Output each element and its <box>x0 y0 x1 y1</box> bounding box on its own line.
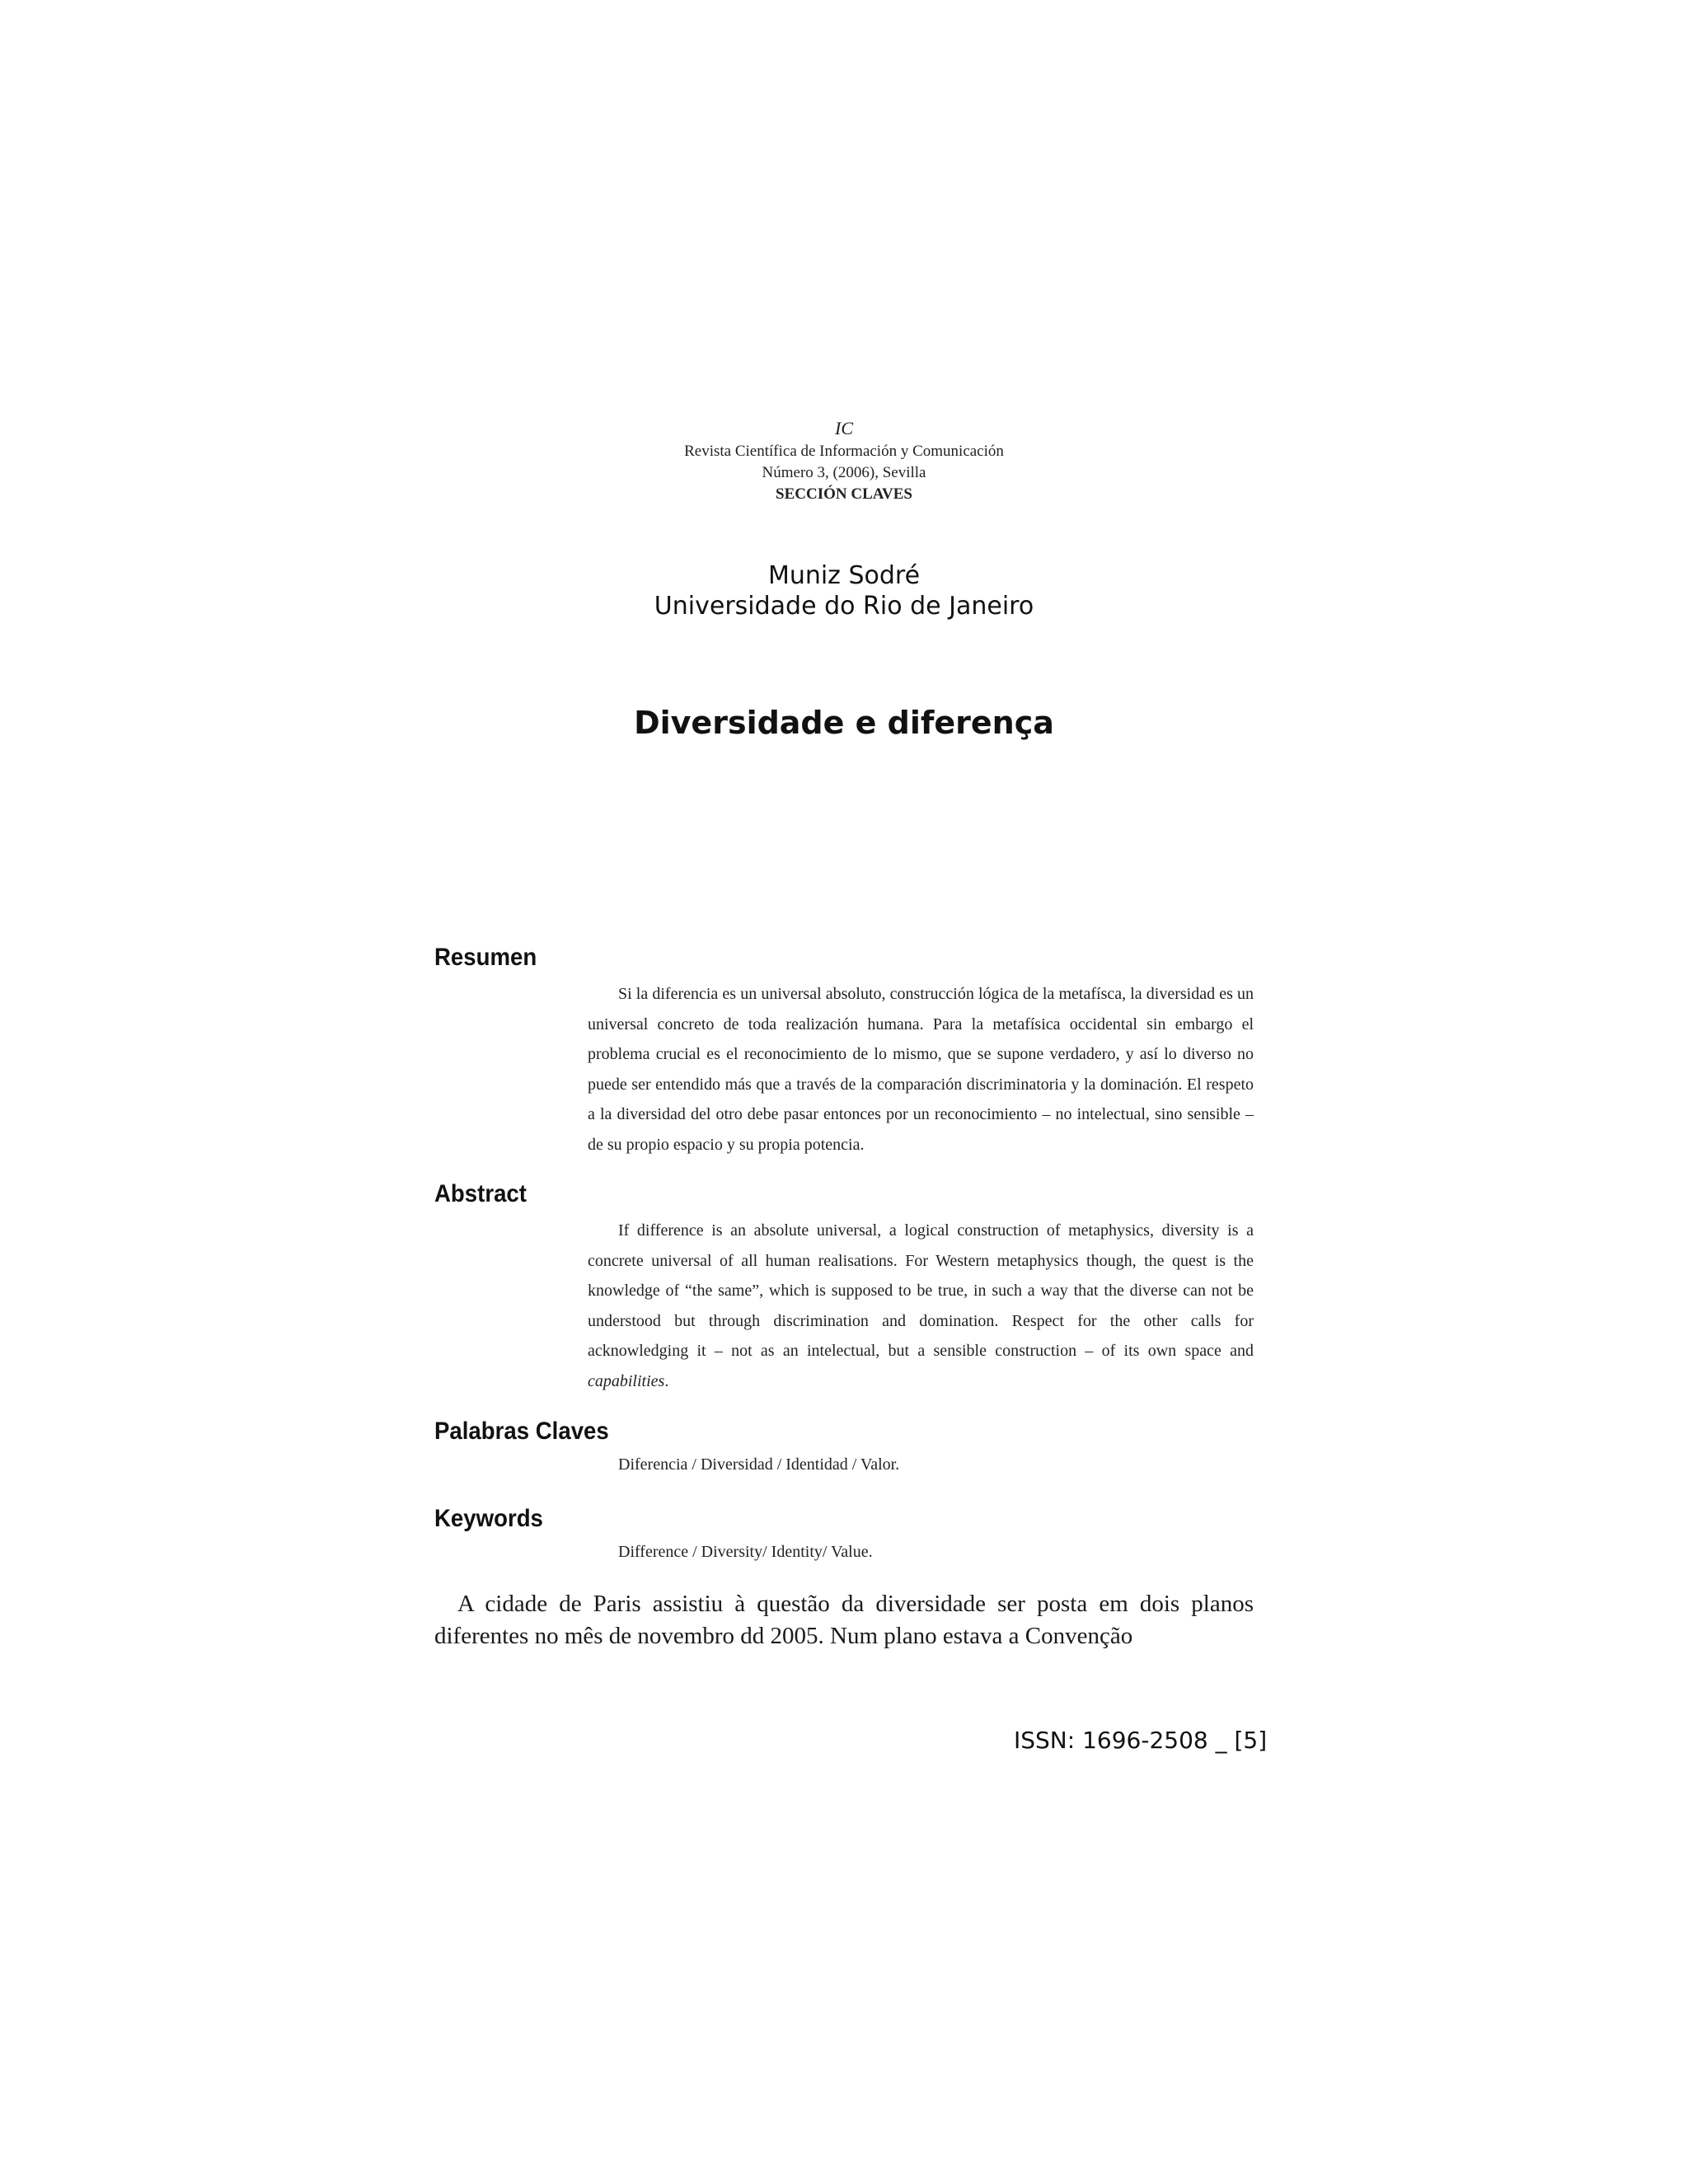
abstract-text-end: . <box>664 1371 669 1390</box>
resumen-text: Si la diferencia es un universal absoluto, construcción lógica de la metafísca, la diversidad es un universal concreto de toda realización humana. Para la metafísica occidental sin embargo el problema crucial es el reconocimiento de lo mismo, que se supone verdadero, y así lo diverso no puede ser entendido más que a través de la comparación discriminatoria y la dominación. El respeto a la diversidad del otro debe pasar entonces por un reconocimiento – no intelectual, sino sensible – de su propio espacio y su propia potencia. <box>588 985 1254 1154</box>
body-paragraph: A cidade de Paris assistiu à questão da diversidade ser posta em dois planos diferentes no mês de novembro dd 2005. Num plano estava a Convenção <box>434 1591 1254 1649</box>
abstract-text-italic: capabilities <box>588 1371 665 1390</box>
author-name: Muniz Sodré <box>767 561 921 590</box>
journal-abbreviation: IC <box>835 418 853 438</box>
page-footer: ISSN: 1696-2508 _ [5] <box>1014 1727 1268 1754</box>
article-title: Diversidade e diferença <box>634 705 1054 741</box>
journal-section: SECCIÓN CLAVES <box>776 485 912 503</box>
author-affiliation: Universidade do Rio de Janeiro <box>654 592 1034 621</box>
abstract-text-main: If difference is an absolute universal, a logical construction of metaphysics, diversity is a concrete universal of all human realisations. For Western metaphysics though, the quest is the knowledge of “the same”, which is supposed to be true, in such a way that the diverse can not be understood but through discrimination and domination. Respect for the other calls for acknowledging it – not as an intelectual, but a sensible construction – of its own space and <box>588 1221 1254 1360</box>
abstract-text <box>588 1216 1254 1396</box>
abstract-heading: Abstract <box>434 1180 527 1207</box>
palabras-claves-heading: Palabras Claves <box>434 1418 609 1445</box>
journal-header <box>0 416 1688 505</box>
keywords-text: Difference / Diversity/ Identity/ Value. <box>618 1543 873 1561</box>
palabras-claves-text: Diferencia / Diversidad / Identidad / Valor. <box>618 1455 900 1474</box>
journal-name: Revista Científica de Información y Comunicación <box>684 443 1004 460</box>
journal-issue: Número 3, (2006), Sevilla <box>762 464 926 481</box>
keywords-heading: Keywords <box>434 1505 543 1532</box>
resumen-heading: Resumen <box>434 944 537 971</box>
author-block <box>0 560 1688 621</box>
